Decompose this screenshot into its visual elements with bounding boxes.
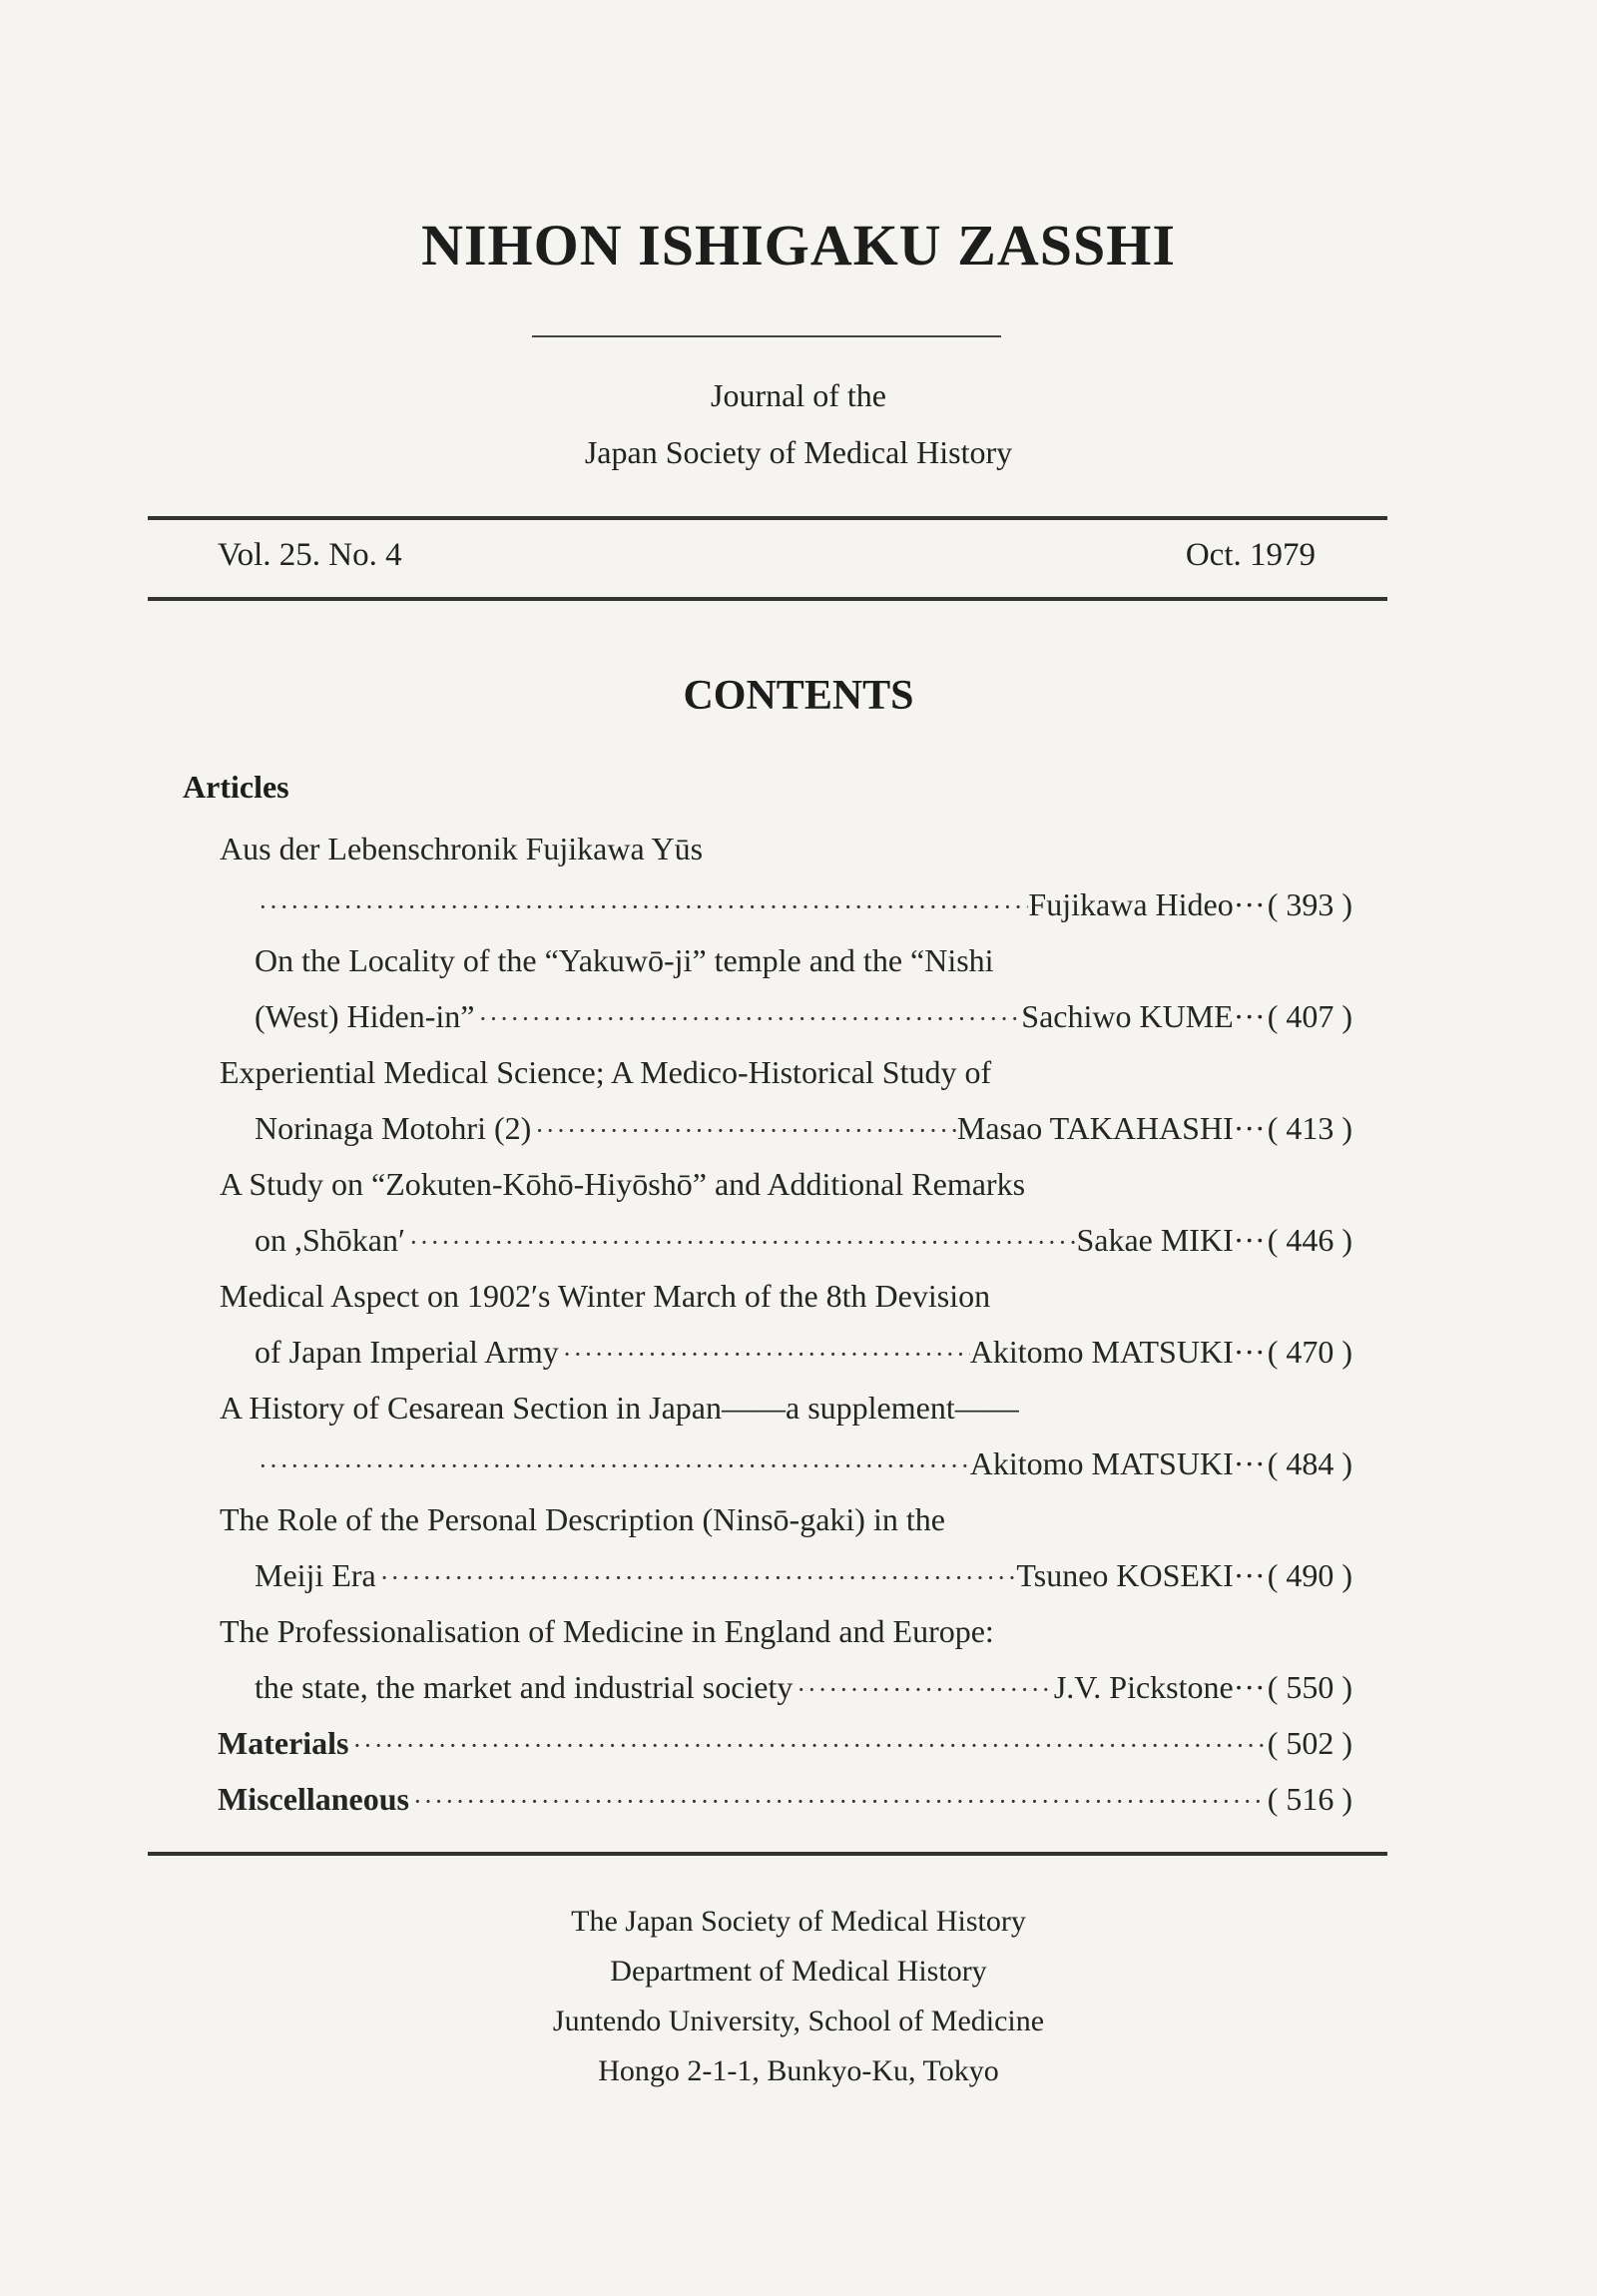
publisher-line2: Department of Medical History [610, 1955, 987, 1988]
toc-page-number: ( 413 ) [1267, 1110, 1352, 1146]
toc-author: J.V. Pickstone··· [1053, 1669, 1266, 1705]
toc-author: Fujikawa Hideo··· [1028, 886, 1266, 922]
toc-entry-byline [255, 1551, 1352, 1599]
toc-entry-title: Medical Aspect on 1902′s Winter March of the 8th Devision [220, 1278, 991, 1314]
toc-entry-title: On the Locality of the “Yakuwō-ji” temple and the “Nishi [255, 942, 994, 978]
volume-top-rule [148, 516, 1387, 520]
toc-entry-byline [255, 1216, 1352, 1264]
toc-entry-byline [255, 992, 1352, 1040]
issue-date: Oct. 1979 [1185, 537, 1316, 573]
leader-dots [255, 883, 1028, 931]
contents-bottom-rule [148, 1852, 1387, 1856]
toc-entry-lead: Norinaga Motohri (2) [255, 1110, 532, 1146]
toc-entry-lead: the state, the market and industrial society [255, 1669, 794, 1705]
leader-dots [559, 1331, 970, 1379]
journal-subtitle-line1: Journal of the [711, 377, 886, 413]
toc-entry-byline [255, 1328, 1352, 1376]
toc-page-number: ( 516 ) [1267, 1781, 1352, 1817]
volume-bottom-rule [148, 597, 1387, 601]
leader-dots [349, 1722, 1266, 1770]
toc-page-number: ( 484 ) [1267, 1445, 1352, 1481]
toc-entry-byline [255, 1439, 1352, 1487]
leader-dots [376, 1554, 1017, 1602]
leader-dots [474, 995, 1021, 1043]
toc-entry-lead: on ,Shōkan′ [255, 1222, 405, 1258]
toc-page-number: ( 490 ) [1267, 1557, 1352, 1593]
toc-author: Sachiwo KUME··· [1021, 998, 1266, 1034]
title-divider [532, 335, 1001, 337]
leader-dots [531, 1107, 957, 1155]
toc-entry-title: A Study on “Zokuten-Kōhō-Hiyōshō” and Additional Remarks [220, 1166, 1026, 1202]
toc-entry-lead: Meiji Era [255, 1557, 376, 1593]
toc-entry-byline [255, 1663, 1352, 1711]
leader-dots [405, 1219, 1076, 1267]
toc-page-number: ( 502 ) [1267, 1725, 1352, 1761]
toc-author: Masao TAKAHASHI··· [956, 1110, 1266, 1146]
toc-page-number: ( 393 ) [1267, 886, 1352, 922]
volume-number: Vol. 25. No. 4 [218, 537, 402, 573]
toc-miscellaneous [218, 1775, 1352, 1823]
toc-entry-byline [255, 880, 1352, 928]
leader-dots [255, 1442, 970, 1490]
toc-entry-title: A History of Cesarean Section in Japan——a supplement—— [220, 1390, 1019, 1426]
publisher-line1: The Japan Society of Medical History [571, 1905, 1026, 1938]
toc-author: Akitomo MATSUKI··· [969, 1445, 1266, 1481]
miscellaneous-label: Miscellaneous [218, 1781, 409, 1817]
toc-page-number: ( 446 ) [1267, 1222, 1352, 1258]
toc-entry-title: The Role of the Personal Description (Ninsō-gaki) in the [220, 1501, 945, 1537]
toc-page-number: ( 470 ) [1267, 1334, 1352, 1370]
toc-entry-byline [255, 1104, 1352, 1152]
toc-entry-title: Experiential Medical Science; A Medico-Historical Study of [220, 1054, 992, 1090]
toc-page-number: ( 407 ) [1267, 998, 1352, 1034]
journal-subtitle-line2: Japan Society of Medical History [584, 434, 1013, 470]
contents-heading: CONTENTS [683, 673, 914, 719]
toc-page-number: ( 550 ) [1267, 1669, 1352, 1705]
toc-materials [218, 1719, 1352, 1767]
materials-label: Materials [218, 1725, 349, 1761]
toc-author: Sakae MIKI··· [1076, 1222, 1266, 1258]
publisher-line4: Hongo 2-1-1, Bunkyo-Ku, Tokyo [598, 2054, 999, 2087]
toc-author: Akitomo MATSUKI··· [969, 1334, 1266, 1370]
journal-title: NIHON ISHIGAKU ZASSHI [421, 213, 1176, 278]
publisher-line3: Juntendo University, School of Medicine [552, 2005, 1045, 2037]
toc-author: Tsuneo KOSEKI··· [1016, 1557, 1266, 1593]
leader-dots [793, 1666, 1053, 1714]
articles-heading: Articles [183, 769, 289, 805]
toc-entry-lead: (West) Hiden-in” [255, 998, 475, 1034]
toc-entry-title: Aus der Lebenschronik Fujikawa Yūs [220, 831, 704, 866]
toc-entry-title: The Professionalisation of Medicine in England and Europe: [220, 1613, 994, 1649]
toc-entry-lead: of Japan Imperial Army [255, 1334, 559, 1370]
leader-dots [409, 1778, 1266, 1826]
